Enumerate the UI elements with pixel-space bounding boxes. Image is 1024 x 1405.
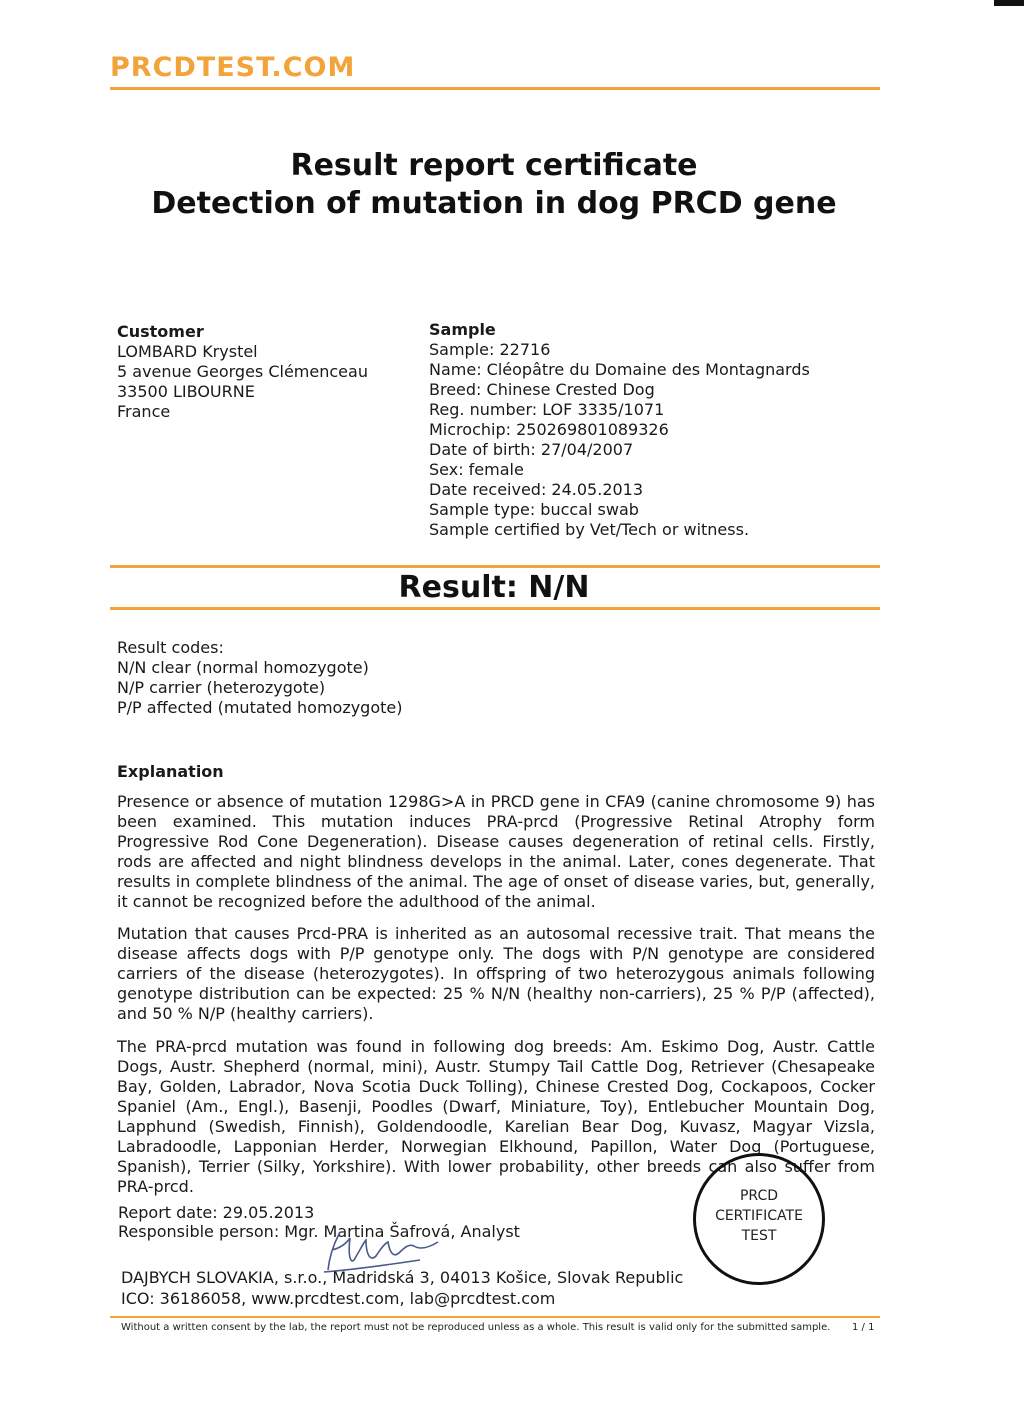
company-address: DAJBYCH SLOVAKIA, s.r.o., Madridská 3, 04013 Košice, Slovak Republic — [121, 1268, 684, 1287]
header-divider — [110, 87, 880, 90]
result-code-nn: N/N clear (normal homozygote) — [117, 658, 369, 677]
sample-name: Name: Cléopâtre du Domaine des Montagnards — [429, 360, 810, 379]
sample-sex: Sex: female — [429, 460, 524, 479]
result-code-np: N/P carrier (heterozygote) — [117, 678, 326, 697]
sample-number: Sample: 22716 — [429, 340, 551, 359]
explanation-paragraph-2: Mutation that causes Prcd-PRA is inherited as an autosomal recessive trait. That means the disease affects dogs with P/P genotype only. The dogs with P/N genotype are considered carriers of the disease (heterozygotes). In offspring of two heterozygous animals following genotype distribution can be expected: 25 % N/N (healthy non-carriers), 25 % P/P (affected), and 50 % N/P (healthy carriers). — [117, 924, 875, 1023]
explanation-heading: Explanation — [117, 762, 224, 781]
sample-certification: Sample certified by Vet/Tech or witness. — [429, 520, 750, 539]
customer-heading: Customer — [117, 322, 204, 341]
page-title: Result report certificate — [290, 148, 698, 183]
page-number: 1 / 1 — [852, 1322, 875, 1333]
result-codes — [117, 638, 402, 718]
explanation-paragraph-3: The PRA-prcd mutation was found in following dog breeds: Am. Eskimo Dog, Austr. Cattle Dogs, Austr. Shepherd (normal, mini), Austr. Stumpy Tail Cattle Dog, Retriever (Chesapeake Bay, Golden, Labrador, Nova Scotia Duck Tolling), Chinese Crested Dog, Cockapoos, Cocker Spaniel (Am., Engl.), Basenji, Poodles (Dwarf, Miniature, Toy), Entlebucher Mountain Dog, Lapphund (Swedish, Finnish), Goldendoodle, Karelian Bear Dog, Kuvasz, Magyar Vizsla, Labradoodle, Lapponian Herder, Norwegian Elkhound, Papillon, Water Dog (Portuguese, Spanish), Terrier (Silky, Yorkshire). With lower probability, other breeds can also suffer from PRA-prcd. — [117, 1037, 875, 1196]
certificate-stamp — [693, 1153, 825, 1285]
footer-divider — [110, 1316, 880, 1318]
customer-block — [117, 322, 368, 422]
customer-street: 5 avenue Georges Clémenceau — [117, 362, 368, 381]
sample-breed: Breed: Chinese Crested Dog — [429, 380, 655, 399]
result-codes-heading: Result codes: — [117, 638, 224, 657]
responsible-person: Responsible person: Mgr. Martina Šafrová, Analyst — [118, 1222, 520, 1241]
report-date: Report date: 29.05.2013 — [118, 1203, 315, 1222]
sample-date-of-birth: Date of birth: 27/04/2007 — [429, 440, 634, 459]
stamp-line-1: PRCD — [739, 1188, 779, 1204]
stamp-line-2: CERTIFICATE — [715, 1208, 803, 1224]
result-value: Result: N/N — [398, 570, 590, 605]
sample-block — [429, 320, 810, 540]
customer-country: France — [117, 402, 171, 421]
explanation-paragraph-1: Presence or absence of mutation 1298G>A in PRCD gene in CFA9 (canine chromosome 9) has been examined. This mutation induces PRA-prcd (Progressive Retinal Atrophy form Progressive Rod Cone Degeneration). Disease causes degeneration of retinal cells. Firstly, rods are affected and night blindness develops in the animal. Later, cones degenerate. That results in complete blindness of the animal. The age of onset of disease varies, but, generally, it cannot be recognized before the adulthood of the animal. — [117, 792, 875, 911]
stamp-line-3: TEST — [741, 1228, 777, 1244]
footer-note: Without a written consent by the lab, the report must not be reproduced unless as a whole. This result is valid only for the submitted sample. — [121, 1322, 831, 1333]
sample-heading: Sample — [429, 320, 496, 339]
sample-microchip: Microchip: 250269801089326 — [429, 420, 669, 439]
customer-city: 33500 LIBOURNE — [117, 382, 255, 401]
result-code-pp: P/P affected (mutated homozygote) — [117, 698, 403, 717]
site-logo: PRCDTEST.COM — [110, 52, 356, 83]
scan-corner-mark — [994, 0, 1024, 6]
result-top-divider — [110, 565, 880, 568]
sample-reg-number: Reg. number: LOF 3335/1071 — [429, 400, 665, 419]
sample-type: Sample type: buccal swab — [429, 500, 639, 519]
sample-date-received: Date received: 24.05.2013 — [429, 480, 644, 499]
customer-name: LOMBARD Krystel — [117, 342, 258, 361]
company-contact: ICO: 36186058, www.prcdtest.com, lab@prcdtest.com — [121, 1289, 556, 1308]
page-subtitle: Detection of mutation in dog PRCD gene — [151, 186, 837, 221]
result-bottom-divider — [110, 607, 880, 610]
